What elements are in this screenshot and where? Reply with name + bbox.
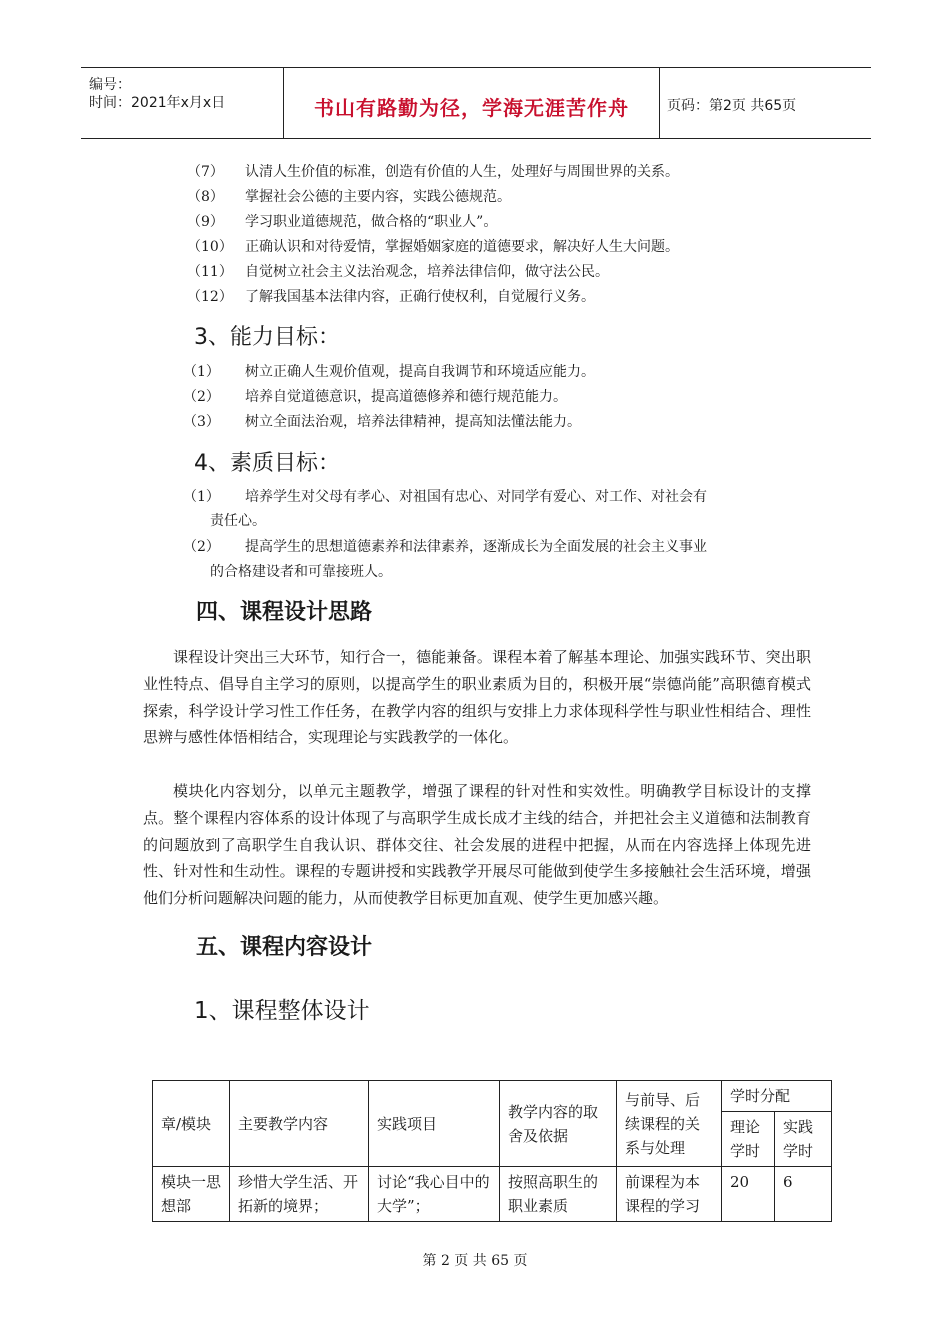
- document-date: 时间：2021年x月x日: [89, 95, 226, 111]
- header-practice-hours: 实践学时: [775, 1112, 832, 1167]
- document-code: 编号：: [89, 77, 131, 93]
- header-motto: 书山有路勤为径，学海无涯苦作舟: [314, 96, 629, 120]
- course-design-table: [152, 1080, 832, 1222]
- subsection-heading: 1、课程整体设计: [194, 998, 370, 1024]
- page-header: [81, 67, 871, 139]
- cell-chapter: 模块一思想部: [153, 1167, 230, 1222]
- quality-heading: 4、素质目标：: [194, 451, 340, 476]
- header-motto-cell: [283, 68, 660, 138]
- table-row: [153, 1167, 832, 1222]
- header-chapter: 章/模块: [153, 1081, 230, 1167]
- section-four-paragraph-2: 模块化内容划分，以单元主题教学，增强了课程的针对性和实效性。明确教学目标设计的支撑点。整个课程内容体系的设计体现了与高职学生成长成才主线的结合，并把社会主义道德和法制教育的问题放到了高职学生自我认识、群体交往、社会发展的进程中把握，从而在内容选择上体现先进性、针对性和生动性。课程的专题讲授和实践教学开展尽可能做到使学生多接触社会生活环境，增强他们分析问题解决问题的能力，从而使教学目标更加直观、使学生更加感兴趣。: [143, 782, 811, 908]
- section-four-heading: 四、课程设计思路: [196, 600, 373, 625]
- cell-relation: 前课程为本课程的学习: [617, 1167, 722, 1222]
- header-page-cell: [659, 68, 871, 138]
- header-relation: 与前导、后续课程的关系与处理: [617, 1081, 722, 1167]
- header-theory-hours: 理论学时: [722, 1112, 775, 1167]
- cell-content: 珍惜大学生活、开拓新的境界；: [230, 1167, 369, 1222]
- section-five-heading: 五、课程内容设计: [196, 935, 373, 960]
- header-left-cell: [81, 68, 283, 138]
- header-page-number: 页码：第2页 共65页: [667, 98, 797, 114]
- page-footer: 第 2 页 共 65 页: [422, 1253, 528, 1269]
- header-content: 主要教学内容: [230, 1081, 369, 1167]
- section-four-paragraph-1: 课程设计突出三大环节，知行合一，德能兼备。课程本着了解基本理论、加强实践环节、突出职业性特点、倡导自主学习的原则，以提高学生的职业素质为目的，积极开展“崇德尚能”高职德育模式探索，科学设计学习性工作任务，在教学内容的组织与安排上力求体现科学性与职业性相结合、理性思辨与感性体悟相结合，实现理论与实践教学的一体化。: [143, 648, 811, 747]
- cell-basis: 按照高职生的职业素质: [500, 1167, 617, 1222]
- header-practice: 实践项目: [369, 1081, 500, 1167]
- ability-heading: 3、能力目标：: [194, 325, 340, 350]
- cell-practice-hours: 6: [775, 1167, 832, 1222]
- cell-theory-hours: 20: [722, 1167, 775, 1222]
- header-basis: 教学内容的取舍及依据: [500, 1081, 617, 1167]
- cell-practice: 讨论“我心目中的大学”；: [369, 1167, 500, 1222]
- header-hours: 学时分配: [722, 1081, 832, 1112]
